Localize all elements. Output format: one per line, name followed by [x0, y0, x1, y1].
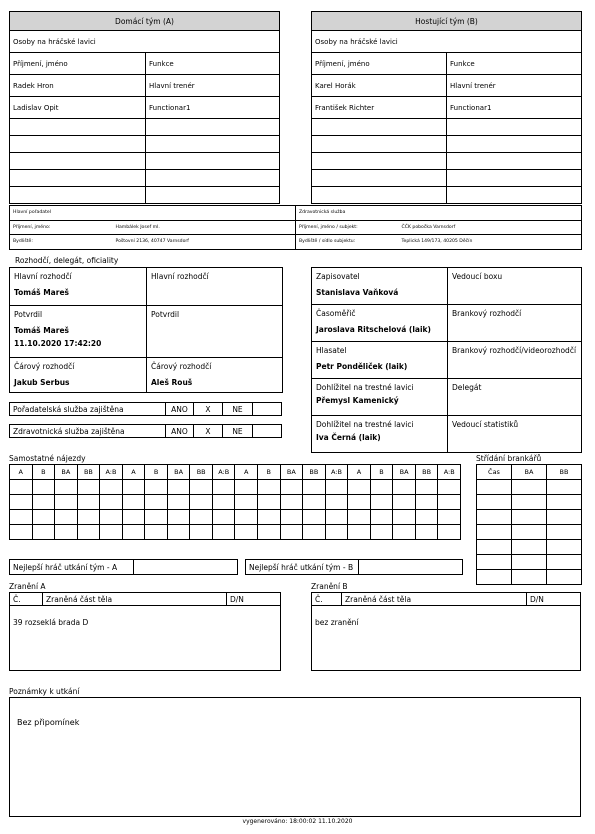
home-row-role: [146, 170, 280, 187]
shootout-cell: [370, 510, 393, 525]
medical-service-label: Zdravotnická služba: [296, 206, 582, 221]
injuries-a-text: 39 rozseklá brada D: [13, 618, 89, 627]
medical-yes: ANO: [166, 425, 194, 438]
away-col-name: Příjmení, jméno: [312, 53, 447, 75]
away-row-role: Hlavní trenér: [447, 75, 582, 97]
injuries-b-box: [311, 592, 581, 671]
shootout-col-header: A:B: [100, 465, 123, 480]
shootout-cell: [212, 525, 235, 540]
shootout-cell: [55, 495, 78, 510]
security-service-table: [9, 402, 282, 416]
organizer-address-label: Bydliště:: [10, 235, 113, 250]
shootout-cell: [122, 495, 145, 510]
line-referee-1-label: Čárový rozhodčí: [14, 362, 75, 371]
home-row-name: Radek Hron: [10, 75, 146, 97]
shootout-cell: [303, 525, 326, 540]
away-row-name: [312, 136, 447, 153]
shootout-cell: [303, 510, 326, 525]
goalie-change-row: [477, 555, 582, 570]
shootout-cell: [415, 510, 438, 525]
delegate-label: Delegát: [452, 383, 482, 392]
penalty-box-2-value: Iva Černá (laik): [316, 433, 381, 442]
shootout-cell: [122, 510, 145, 525]
shootout-cell: [122, 480, 145, 495]
shootout-cell: [438, 525, 461, 540]
shootout-cell: [370, 495, 393, 510]
line-referee-2-label: Čárový rozhodčí: [151, 362, 212, 371]
medical-address-label: Bydliště / sídlo subjektu:: [296, 235, 399, 250]
goalie-change-row: [477, 495, 582, 510]
shootout-cell: [122, 525, 145, 540]
shootout-row: [10, 525, 461, 540]
shootout-cell: [145, 510, 168, 525]
shootout-col-header: A: [348, 465, 371, 480]
shootout-row: [10, 480, 461, 495]
shootout-cell: [190, 525, 213, 540]
shootout-cell: [100, 495, 123, 510]
shootout-col-header: B: [258, 465, 281, 480]
best-player-a-label: Nejlepší hráč utkání tým - A: [10, 560, 134, 575]
injuries-b-col-dn: D/N: [530, 594, 544, 604]
shootout-cell: [235, 495, 258, 510]
officials-title: Rozhodčí, delegát, oficiality: [15, 256, 119, 265]
shootout-cell: [325, 495, 348, 510]
shootout-cell: [393, 495, 416, 510]
shootout-cell: [415, 525, 438, 540]
notes-text: Bez připomínek: [17, 718, 80, 727]
confirmed-value: Tomáš Mareš: [14, 326, 69, 335]
shootout-cell: [415, 480, 438, 495]
shootout-cell: [190, 510, 213, 525]
home-row-role: [146, 187, 280, 204]
security-service-label: Pořadatelská služba zajištěna: [10, 403, 166, 416]
goalie-changes-table: [476, 464, 582, 585]
shootout-cell: [167, 510, 190, 525]
goalie-change-row: [477, 570, 582, 585]
home-team-header: Domácí tým (A): [10, 12, 280, 31]
home-row-name: [10, 153, 146, 170]
injuries-b-text: bez zranění: [315, 618, 359, 627]
shootout-cell: [280, 525, 303, 540]
shootout-row: [10, 510, 461, 525]
penalty-box-2-label: Dohlížitel na trestné lavici: [316, 420, 414, 429]
shootout-cell: [77, 525, 100, 540]
shootout-cell: [10, 525, 33, 540]
timekeeper-label: Časoměřič: [316, 309, 356, 318]
home-bench-table: [9, 11, 280, 204]
medical-address-value: Teplická 149/173, 40205 Děčín: [399, 235, 582, 250]
goal-judge-label: Brankový rozhodčí: [452, 309, 522, 318]
video-judge-label: Brankový rozhodčí/videorozhodčí: [452, 346, 577, 355]
shootout-cell: [212, 495, 235, 510]
line-referee-2-value: Aleš Rouš: [151, 378, 193, 387]
home-row-name: [10, 119, 146, 136]
injuries-b-col-no: Č.: [312, 593, 342, 605]
away-team-header: Hostující tým (B): [312, 12, 582, 31]
shootout-col-header: BA: [55, 465, 78, 480]
shootout-cell: [235, 510, 258, 525]
injuries-a-col-part: Zraněná část těla: [43, 593, 227, 605]
injuries-b-title: Zranění B: [311, 582, 348, 591]
shootout-cell: [348, 510, 371, 525]
main-referee-value: Tomáš Mareš: [14, 288, 69, 297]
shootout-cell: [393, 510, 416, 525]
shootout-row: [10, 495, 461, 510]
shootout-cell: [10, 480, 33, 495]
main-referee-2-label: Hlavní rozhodčí: [151, 272, 209, 281]
home-row-name: [10, 136, 146, 153]
injuries-b-header: [312, 593, 580, 606]
shootout-cell: [10, 510, 33, 525]
home-row-name: [10, 170, 146, 187]
away-bench-label: Osoby na hráčské lavici: [312, 31, 582, 53]
medical-no: NE: [223, 425, 253, 438]
shootout-cell: [32, 510, 55, 525]
injuries-a-col-no: Č.: [10, 593, 43, 605]
home-row-role: Hlavní trenér: [146, 75, 280, 97]
stats-manager-label: Vedoucí statistiků: [452, 420, 519, 429]
shootout-cell: [303, 480, 326, 495]
penalty-box-1-value: Přemysl Kamenický: [316, 396, 399, 405]
away-row-name: [312, 170, 447, 187]
shootout-col-header: BB: [77, 465, 100, 480]
box-manager-label: Vedoucí boxu: [452, 272, 503, 281]
generated-footer: vygenerováno: 18:00:02 11.10.2020: [242, 818, 353, 825]
goalie-change-row: [477, 480, 582, 495]
officials-table: [311, 267, 582, 453]
away-row-role: [447, 187, 582, 204]
home-row-role: Functionar1: [146, 97, 280, 119]
shootout-cell: [348, 495, 371, 510]
notes-box: [9, 697, 581, 817]
shootout-cell: [393, 480, 416, 495]
shootout-cell: [212, 510, 235, 525]
organizer-name-label: Příjmení, jméno:: [10, 220, 113, 235]
shootout-col-header: A:B: [325, 465, 348, 480]
away-row-name: František Richter: [312, 97, 447, 119]
shootout-cell: [280, 480, 303, 495]
shootout-col-header: B: [370, 465, 393, 480]
shootout-cell: [167, 480, 190, 495]
best-player-b-value: [359, 560, 463, 575]
goalie-change-row: [477, 510, 582, 525]
goalie-col-bb: BB: [547, 465, 582, 480]
injuries-b-col-part: Zraněná část těla: [342, 593, 527, 605]
home-row-name: Ladislav Opit: [10, 97, 146, 119]
goalie-col-ba: BA: [512, 465, 547, 480]
shootout-cell: [55, 510, 78, 525]
shootout-col-header: A:B: [212, 465, 235, 480]
security-mark: X: [194, 403, 223, 416]
shootout-cell: [325, 525, 348, 540]
shootout-cell: [258, 525, 281, 540]
shootout-col-header: B: [145, 465, 168, 480]
home-row-role: [146, 119, 280, 136]
shootout-cell: [235, 480, 258, 495]
shootout-col-header: A: [10, 465, 33, 480]
best-player-a-value: [134, 560, 238, 575]
shootout-col-header: BA: [280, 465, 303, 480]
injuries-a-title: Zranění A: [9, 582, 46, 591]
away-row-name: Karel Horák: [312, 75, 447, 97]
shootout-cell: [280, 510, 303, 525]
security-yes: ANO: [166, 403, 194, 416]
best-player-b-table: [245, 559, 463, 575]
organizer-table: [9, 205, 582, 250]
away-row-name: [312, 153, 447, 170]
scorer-label: Zapisovatel: [316, 272, 360, 281]
shootout-cell: [55, 480, 78, 495]
main-organizer-label: Hlavní pořadatel: [10, 206, 296, 221]
shootout-cell: [190, 495, 213, 510]
medical-no-box: [253, 425, 282, 438]
shootout-cell: [167, 495, 190, 510]
away-row-role: [447, 119, 582, 136]
medical-mark: X: [194, 425, 223, 438]
shootout-cell: [77, 495, 100, 510]
shootout-col-header: A: [122, 465, 145, 480]
shootout-cell: [348, 480, 371, 495]
shootout-cell: [100, 525, 123, 540]
scorer-value: Stanislava Vaňková: [316, 288, 399, 297]
shootout-cell: [100, 480, 123, 495]
organizer-address-value: Poštovní 2136, 40747 Varnsdorf: [113, 235, 296, 250]
best-player-b-label: Nejlepší hráč utkání tým - B: [246, 560, 359, 575]
away-bench-table: [311, 11, 582, 204]
home-col-role: Funkce: [146, 53, 280, 75]
away-row-role: [447, 170, 582, 187]
shootout-cell: [348, 525, 371, 540]
home-row-role: [146, 153, 280, 170]
home-bench-label: Osoby na hráčské lavici: [10, 31, 280, 53]
notes-title: Poznámky k utkání: [9, 687, 80, 696]
shootout-cell: [303, 495, 326, 510]
timekeeper-value: Jaroslava Ritschelová (laik): [316, 325, 431, 334]
penalty-box-1-label: Dohlížitel na trestné lavici: [316, 383, 414, 392]
home-row-name: [10, 187, 146, 204]
shootout-col-header: BB: [415, 465, 438, 480]
best-player-a-table: [9, 559, 238, 575]
home-col-name: Příjmení, jméno: [10, 53, 146, 75]
away-row-role: Functionar1: [447, 97, 582, 119]
shootout-cell: [77, 510, 100, 525]
shootout-cell: [167, 525, 190, 540]
shootout-cell: [10, 495, 33, 510]
medical-service-table: [9, 424, 282, 438]
goalie-change-row: [477, 540, 582, 555]
shootout-title: Samostatné nájezdy: [9, 454, 86, 463]
goalie-changes-title: Střídání brankářů: [476, 454, 542, 463]
away-col-role: Funkce: [447, 53, 582, 75]
shootout-cell: [235, 525, 258, 540]
shootout-cell: [55, 525, 78, 540]
shootout-cell: [370, 525, 393, 540]
shootout-cell: [258, 510, 281, 525]
shootout-cell: [258, 495, 281, 510]
goalie-col-time: Čas: [477, 465, 512, 480]
shootout-cell: [145, 525, 168, 540]
shootout-cell: [325, 480, 348, 495]
away-row-role: [447, 153, 582, 170]
shootout-cell: [145, 480, 168, 495]
shootout-cell: [32, 480, 55, 495]
confirmed-label: Potvrdil: [14, 310, 43, 319]
shootout-cell: [438, 510, 461, 525]
shootout-cell: [438, 480, 461, 495]
shootout-cell: [415, 495, 438, 510]
shootout-cell: [393, 525, 416, 540]
shootout-cell: [145, 495, 168, 510]
security-no: NE: [223, 403, 253, 416]
shootout-cell: [190, 480, 213, 495]
shootout-col-header: BA: [167, 465, 190, 480]
shootout-col-header: A:B: [438, 465, 461, 480]
confirmed-time: 11.10.2020 17:42:20: [14, 339, 102, 348]
away-row-role: [447, 136, 582, 153]
shootout-cell: [280, 495, 303, 510]
main-referee-label: Hlavní rozhodčí: [14, 272, 72, 281]
organizer-name-value: Hambálek Josef ml.: [113, 220, 296, 235]
medical-name-value: ČČK pobočka Varnsdorf: [399, 220, 582, 235]
shootout-col-header: B: [32, 465, 55, 480]
medical-name-label: Příjmení, jméno / subjekt:: [296, 220, 399, 235]
shootout-cell: [77, 480, 100, 495]
shootout-col-header: BA: [393, 465, 416, 480]
shootout-cell: [32, 495, 55, 510]
shootout-table: [9, 464, 461, 540]
referees-table: [9, 267, 283, 393]
injuries-a-col-dn: D/N: [230, 594, 244, 604]
shootout-col-header: A: [235, 465, 258, 480]
shootout-cell: [212, 480, 235, 495]
away-row-name: [312, 187, 447, 204]
injuries-a-header: [10, 593, 280, 606]
home-row-role: [146, 136, 280, 153]
confirmed-2-label: Potvrdil: [151, 310, 180, 319]
shootout-cell: [258, 480, 281, 495]
shootout-col-header: BB: [303, 465, 326, 480]
shootout-cell: [438, 495, 461, 510]
announcer-value: Petr Ponděliček (laik): [316, 362, 408, 371]
injuries-a-box: [9, 592, 281, 671]
goalie-change-row: [477, 525, 582, 540]
shootout-cell: [32, 525, 55, 540]
shootout-cell: [325, 510, 348, 525]
announcer-label: Hlasatel: [316, 346, 347, 355]
shootout-cell: [100, 510, 123, 525]
shootout-col-header: BB: [190, 465, 213, 480]
medical-service-label: Zdravotnická služba zajištěna: [10, 425, 166, 438]
shootout-cell: [370, 480, 393, 495]
security-no-box: [253, 403, 282, 416]
away-row-name: [312, 119, 447, 136]
line-referee-1-value: Jakub Serbus: [14, 378, 70, 387]
